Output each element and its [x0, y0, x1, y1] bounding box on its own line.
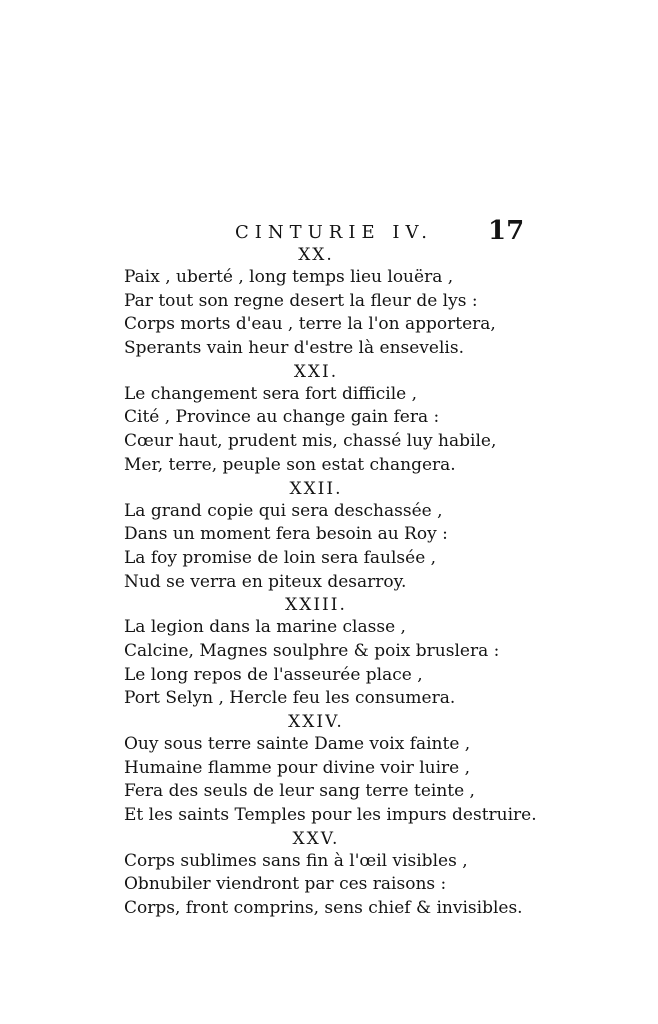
- verse-line: Cité , Province au change gain fera :: [124, 407, 440, 428]
- quatrain-number: XXV.: [292, 828, 340, 849]
- quatrain-number: XXI.: [293, 361, 339, 382]
- verse-line: Calcine, Magnes soulphre & poix bruslera :: [124, 640, 500, 661]
- quatrain-number: XXII.: [289, 478, 343, 499]
- quatrain-body: [124, 244, 537, 921]
- quatrain-number: XXIV.: [288, 712, 344, 732]
- quatrain-25: [124, 828, 523, 921]
- quatrain-number: XX.: [298, 245, 334, 265]
- verse-line: Corps sublimes sans fin à l'œil visibles ,: [124, 850, 468, 871]
- page-number: 17: [488, 216, 525, 246]
- verse-line: Obnubiler viendront par ces raisons :: [124, 874, 447, 895]
- verse-line: Port Selyn , Hercle feu les consumera.: [124, 688, 456, 709]
- verse-line: Mer, terre, peuple son estat changera.: [124, 454, 456, 475]
- verse-line: Corps, front comprins, sens chief & invisibles.: [124, 898, 523, 919]
- verse-line: La foy promise de loin sera faulsée ,: [124, 547, 437, 568]
- verse-line: La grand copie qui sera deschassée ,: [124, 500, 443, 521]
- verse-line: Le changement sera fort difficile ,: [124, 383, 418, 404]
- verse-line: Fera des seuls de leur sang terre teinte ,: [124, 781, 475, 802]
- verse-line: Dans un moment fera besoin au Roy :: [124, 524, 448, 545]
- verse-line: Par tout son regne desert la fleur de lys :: [124, 290, 478, 311]
- quatrain-24: [124, 711, 537, 828]
- verse-line: Le long repos de l'asseurée place ,: [124, 664, 423, 685]
- verse-line: Et les saints Temples pour les impurs destruire.: [124, 805, 537, 826]
- verse-line: Paix , uberté , long temps lieu louëra ,: [124, 267, 454, 287]
- quatrain-21: [124, 361, 497, 478]
- verse-line: Ouy sous terre sainte Dame voix fainte ,: [124, 734, 471, 754]
- verse-line: Nud se verra en piteux desarroy.: [124, 571, 407, 592]
- quatrain-20: [124, 244, 496, 361]
- verse-line: La legion dans la marine classe ,: [124, 617, 406, 638]
- verse-line: Humaine flamme pour divine voir luire ,: [124, 757, 471, 778]
- quatrain-22: [124, 478, 458, 595]
- verse-line: Corps morts d'eau , terre la l'on apportera,: [124, 314, 496, 335]
- running-title: CINTURIE IV.: [235, 222, 434, 243]
- quatrain-number: XXIII.: [285, 595, 347, 616]
- verse-line: Cœur haut, prudent mis, chassé luy habile,: [124, 431, 497, 452]
- quatrain-23: [124, 594, 500, 711]
- verse-line: Sperants vain heur d'estre là ensevelis.: [124, 338, 464, 359]
